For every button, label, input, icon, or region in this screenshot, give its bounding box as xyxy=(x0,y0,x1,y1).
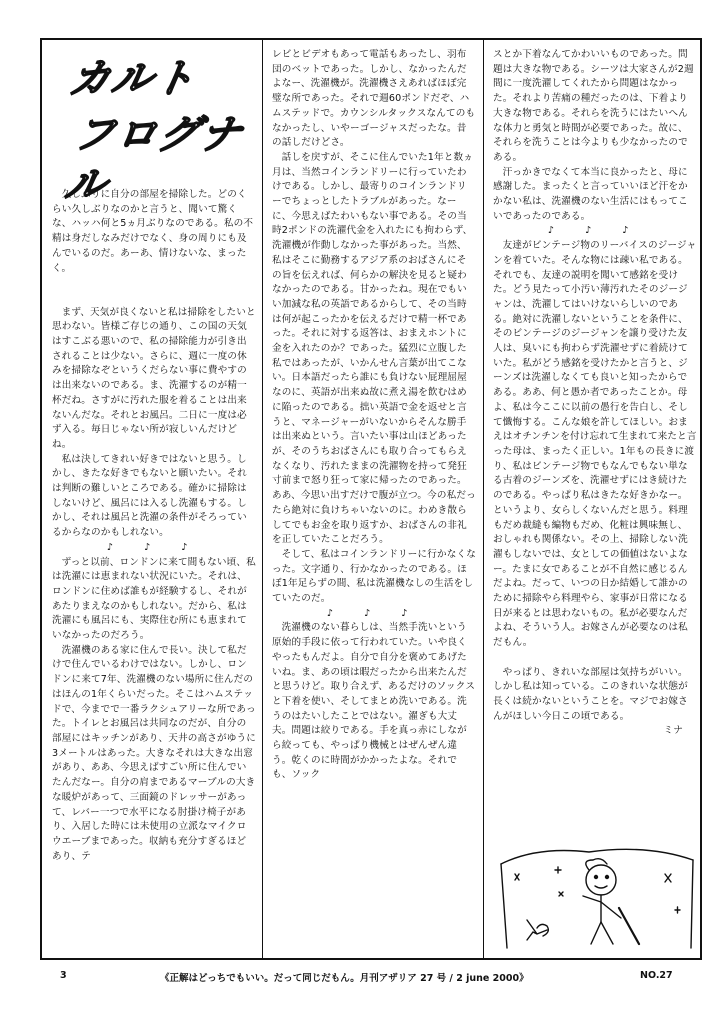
paragraph: 洗濯機のある家に住んで長い。決して私だけで住んでいるわけではない。しかし、ロンドンに来て7年、洗濯機のない場所に住んだのはほんの1年くらいだった。そこはハムステッドで、今までで一番ラクシュアリーな所であった。トイレとお風呂は共同なのだが、自分の部屋にはキッチンがあり、天井の高さがゆうに3メートルはあった。大きなそれは大きな出窓があり、ああ、今思えばすごい所に住んでいたんだなー。自分の肩まであるマーブルの大きな暖炉があって、三面鏡のドレッサーがあって、レバー一つで水平になる肘掛け椅子があり、入居した時には未使用の立派なマイクロウエーブまであった。収納も充分すぎるほどあり、テ xyxy=(52,644,256,862)
music-notes-separator: ♪ ♪ ♪ xyxy=(326,607,422,619)
page-number: 3 xyxy=(60,970,67,981)
page-footer xyxy=(40,970,702,986)
music-notes-separator: ♪ ♪ ♪ xyxy=(547,225,643,237)
paragraph: ずっと以前、ロンドンに来て間もない頃、私は洗濯には恵まれない状況にいた。それは、ロンドンに住めば誰もが経験するし、それがあたりまえなのかもしれない。だから、私は洗濯にも風呂にも、実際住む所にも恵まれていなかったのだろう。 xyxy=(52,556,256,642)
cleaning-illustration xyxy=(497,840,697,952)
column-divider xyxy=(262,40,263,958)
title-block xyxy=(52,48,256,208)
paragraph: そして、私はコインランドリーに行かなくなった。文字通り、行かなかったのである。ほぼ1年足らずの間、私は洗濯機なしの生活をしていたのだ。 xyxy=(272,548,476,605)
paragraph: レビとビデオもあって電話もあったし、羽布団のベットであった。しかし、なかったんだよなー、洗濯機が。洗濯機さえあればほぼ完璧な所であった。それで週60ポンドだぞ、ハムステッドで。カウンシルタックスなんてのもなかったし、いやーゴージャスだったな。昔の話しだけどさ。 xyxy=(272,49,476,149)
paragraph: 友達がビンテージ物のリーバイスのジージャンを着ていた。そんな物には疎い私である。それでも、友達の説明を聞いて感銘を受けた。どう見たって小汚い薄汚れたそのジージャンは、洗濯してはいけないらしいのである。絶対に洗濯しないということを条件に、そのビンテージのジージャンを譲り受けた友人は、臭いにも拘わらず洗濯せずに着続けていた。私がどう感銘を受けたかと言うと、ジーンズは洗濯しなくても良いと知ったからである。ああ、何と愚か者であったことか。母よ、私は今ここに以前の愚行を告白し、そして懺悔する。こんな娘を許してほしい。おまえはオチンチンを付け忘れて生まれて来たと言った母は、まったく正しい。1年もの長きに渡り、私はビンテージ物でもなんでもない単なる古着のジーンズを、洗濯せずにはき続けたのである。やっぱり私はきたな好きかなー。というより、女らしくないんだと思う。料理もだめ裁縫も編物もだめ、化粧は興味無し、おしゃれも関係ない。その上、掃除しない洗濯もしないでは、女としての価値はないよなー。たまに女であることが不自然に感じるんだよね。だって、いつの日か結婚して誰かのために掃除やら料理やら、家事が日常になる日が来るとは思わないもの。私が必要なんだよね、そういう人。お嫁さんが必要なのは私だもん。 xyxy=(493,240,697,649)
column-1 xyxy=(52,48,256,952)
paragraph: まず、天気が良くないと私は掃除をしたいと思わない。皆様ご存じの通り、この国の天気はすこぶる悪いので、私の掃除能力が引き出されることは少ない。さらに、週に一度の休みを掃除なぞというくだらない事に費やすのは出来ないのである。ま、洗濯するのが精一杯だね。さすがに汚れた服を着ることは出来ないんだな。それとお風呂。二日に一度は必ず入る。毎日じゃない所が寂しいんだけどね。 xyxy=(52,306,256,450)
title-line-1: カルト xyxy=(65,56,201,102)
paragraph: 久しぶりに自分の部屋を掃除した。どのくらい久しぶりなのかと言うと、聞いて驚くな、ハッハ何と5ヵ月ぶりなのである。私の不精は身だしなみだけでなく、身の周りにも及んでいるのだ。あーあ、情けないな、まったく。 xyxy=(52,189,254,274)
title-line-2: フログナル xyxy=(61,112,247,208)
issue-number: NO.27 xyxy=(640,970,673,981)
column-divider xyxy=(483,40,484,958)
music-notes-separator: ♪ ♪ ♪ xyxy=(106,541,202,553)
article-frame xyxy=(40,38,702,960)
paragraph: 話しを戻すが、そこに住んでいた1年と数ヵ月は、当然コインランドリーに行っていたわけである。しかし、最寄りのコインランドリーでちょっとしたトラブルがあった。なーに、今思えばたわいもない事である。その当時2ポンドの洗濯代金を入れたにも拘わらず、洗濯機が作動しなかった事があった。当然、私はそこに勤務するアジア系のおばさんにその旨を伝えれば、何らかの解決を見ると疑わなかったのである。甘かったね。現在でもいい加減な私の英語であるからして、その当時は何が起こったかを伝えるだけで精一杯であった。それに対する返答は、おまえホントに金を入れたのか？であった。猛烈に立腹した私ではあったが、いかんせん言葉が出てこない。日本語だったら誰にも負けない屁理屈屋なのに、英語が出来ぬ故に煮え湯を飲むはめに陥ったのである。拙い英語で金を返せと言うと、マネージャーがいないからそんな勝手は出来ぬという。言いたい事は山ほどあったが、そのうちおばさんにも取り合ってもらえなくなり、汚れたままの洗濯物を持って発狂寸前まで怒り狂って家に帰ったのであった。ああ、今思い出すだけで腹が立つ。今の私だったら絶対に負けちゃいないのに。わめき散らしてでもお金を取り返すか、おばさんの非礼を正していたことだろう。 xyxy=(272,151,476,546)
paragraph: 洗濯機のない暮らしは、当然手洗いという原始的手段に依って行われていた。いや良くやったもんだよ。自分で自分を褒めてあげたいね。ま、あの頃は暇だったから出来たんだと思うけど。取り合えず、あるだけのソックスと下着を使い、そしてまとめ洗いである。洗うのはたいしたことではない。濯ぎも大丈夫。問題は絞りである。手を真っ赤にしながら絞っても、やっぱり機械とはぜんぜん違う。乾くのに時間がかかったよな。それでも、ソック xyxy=(272,622,476,781)
column-2 xyxy=(272,48,476,952)
paragraph: 私は決してきれい好きではないと思う。しかし、きたな好きでもないと願いたい。それは判断の難しいところである。確かに掃除はしないけど、風呂には入るし洗濯もする。しかし、それは風呂と洗濯の条件がそろっているからなのかもしれない。 xyxy=(52,453,247,539)
column-3 xyxy=(493,48,697,952)
paragraph: 汗っかきでなくて本当に良かったと、母に感謝した。まったくと言っていいほど汗をかかない私は、洗濯機のない生活にはもってこいであったのである。 xyxy=(493,166,688,222)
footer-caption: 《正解はどっちでもいい。だって同じだもん。月刊アザリア 27 号 / 2 june 2000》 xyxy=(160,973,529,984)
author-signature: ミナ xyxy=(663,725,683,737)
paragraph: スとか下着なんてかわいいものであった。問題は大きな物である。シーツは大家さんが2週間に一度洗濯してくれたから問題はなかった。それより苦痛の種だったのは、下着より大きな物である。それらを洗うにはたいへんな体力と勇気と時間が必要であった。故に、それらを洗うことは今よりも少なかったのである。 xyxy=(493,49,694,163)
paragraph: やっぱり、きれいな部屋は気持ちがいい。しかし私は知っている。このきれいな状態が長くは続かないということを。マジでお嫁さんがほしい今日この頃である。 xyxy=(493,666,688,722)
